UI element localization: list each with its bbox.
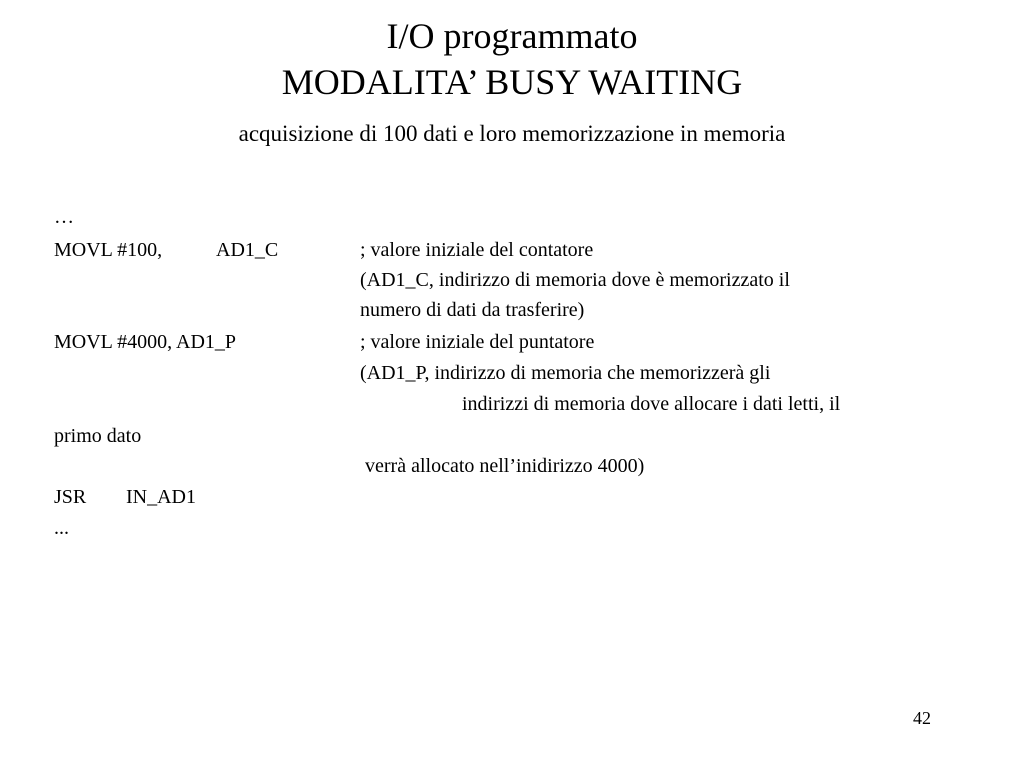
page-number: 42 [913,708,931,728]
code-comment: ; valore iniziale del puntatore [360,331,595,353]
code-comment-continuation: (AD1_C, indirizzo di memoria dove è memorizzato il [360,269,790,291]
code-instruction: MOVL #4000, AD1_P [54,331,237,353]
code-ellipsis-end: ... [54,517,69,539]
slide-title-line-2: MODALITA’ BUSY WAITING [281,62,743,102]
code-comment-continuation: verrà allocato nell’inidirizzo 4000) [360,455,645,477]
code-instruction: JSR [54,486,87,508]
code-comment-continuation: (AD1_P, indirizzo di memoria che memorizzerà gli [360,362,771,384]
code-operand: AD1_C [216,239,279,261]
code-ellipsis-start: … [54,206,74,228]
code-operand: IN_AD1 [126,486,196,508]
code-comment-continuation: primo dato [54,425,142,447]
code-instruction: MOVL #100, [54,239,163,261]
slide-title-line-1: I/O programmato [386,16,638,56]
slide-subtitle: acquisizione di 100 dati e loro memorizzazione in memoria [238,121,786,146]
code-comment: ; valore iniziale del contatore [360,239,594,261]
code-comment-continuation: numero di dati da trasferire) [360,299,585,321]
code-comment-continuation: indirizzi di memoria dove allocare i dati letti, il [462,393,841,415]
